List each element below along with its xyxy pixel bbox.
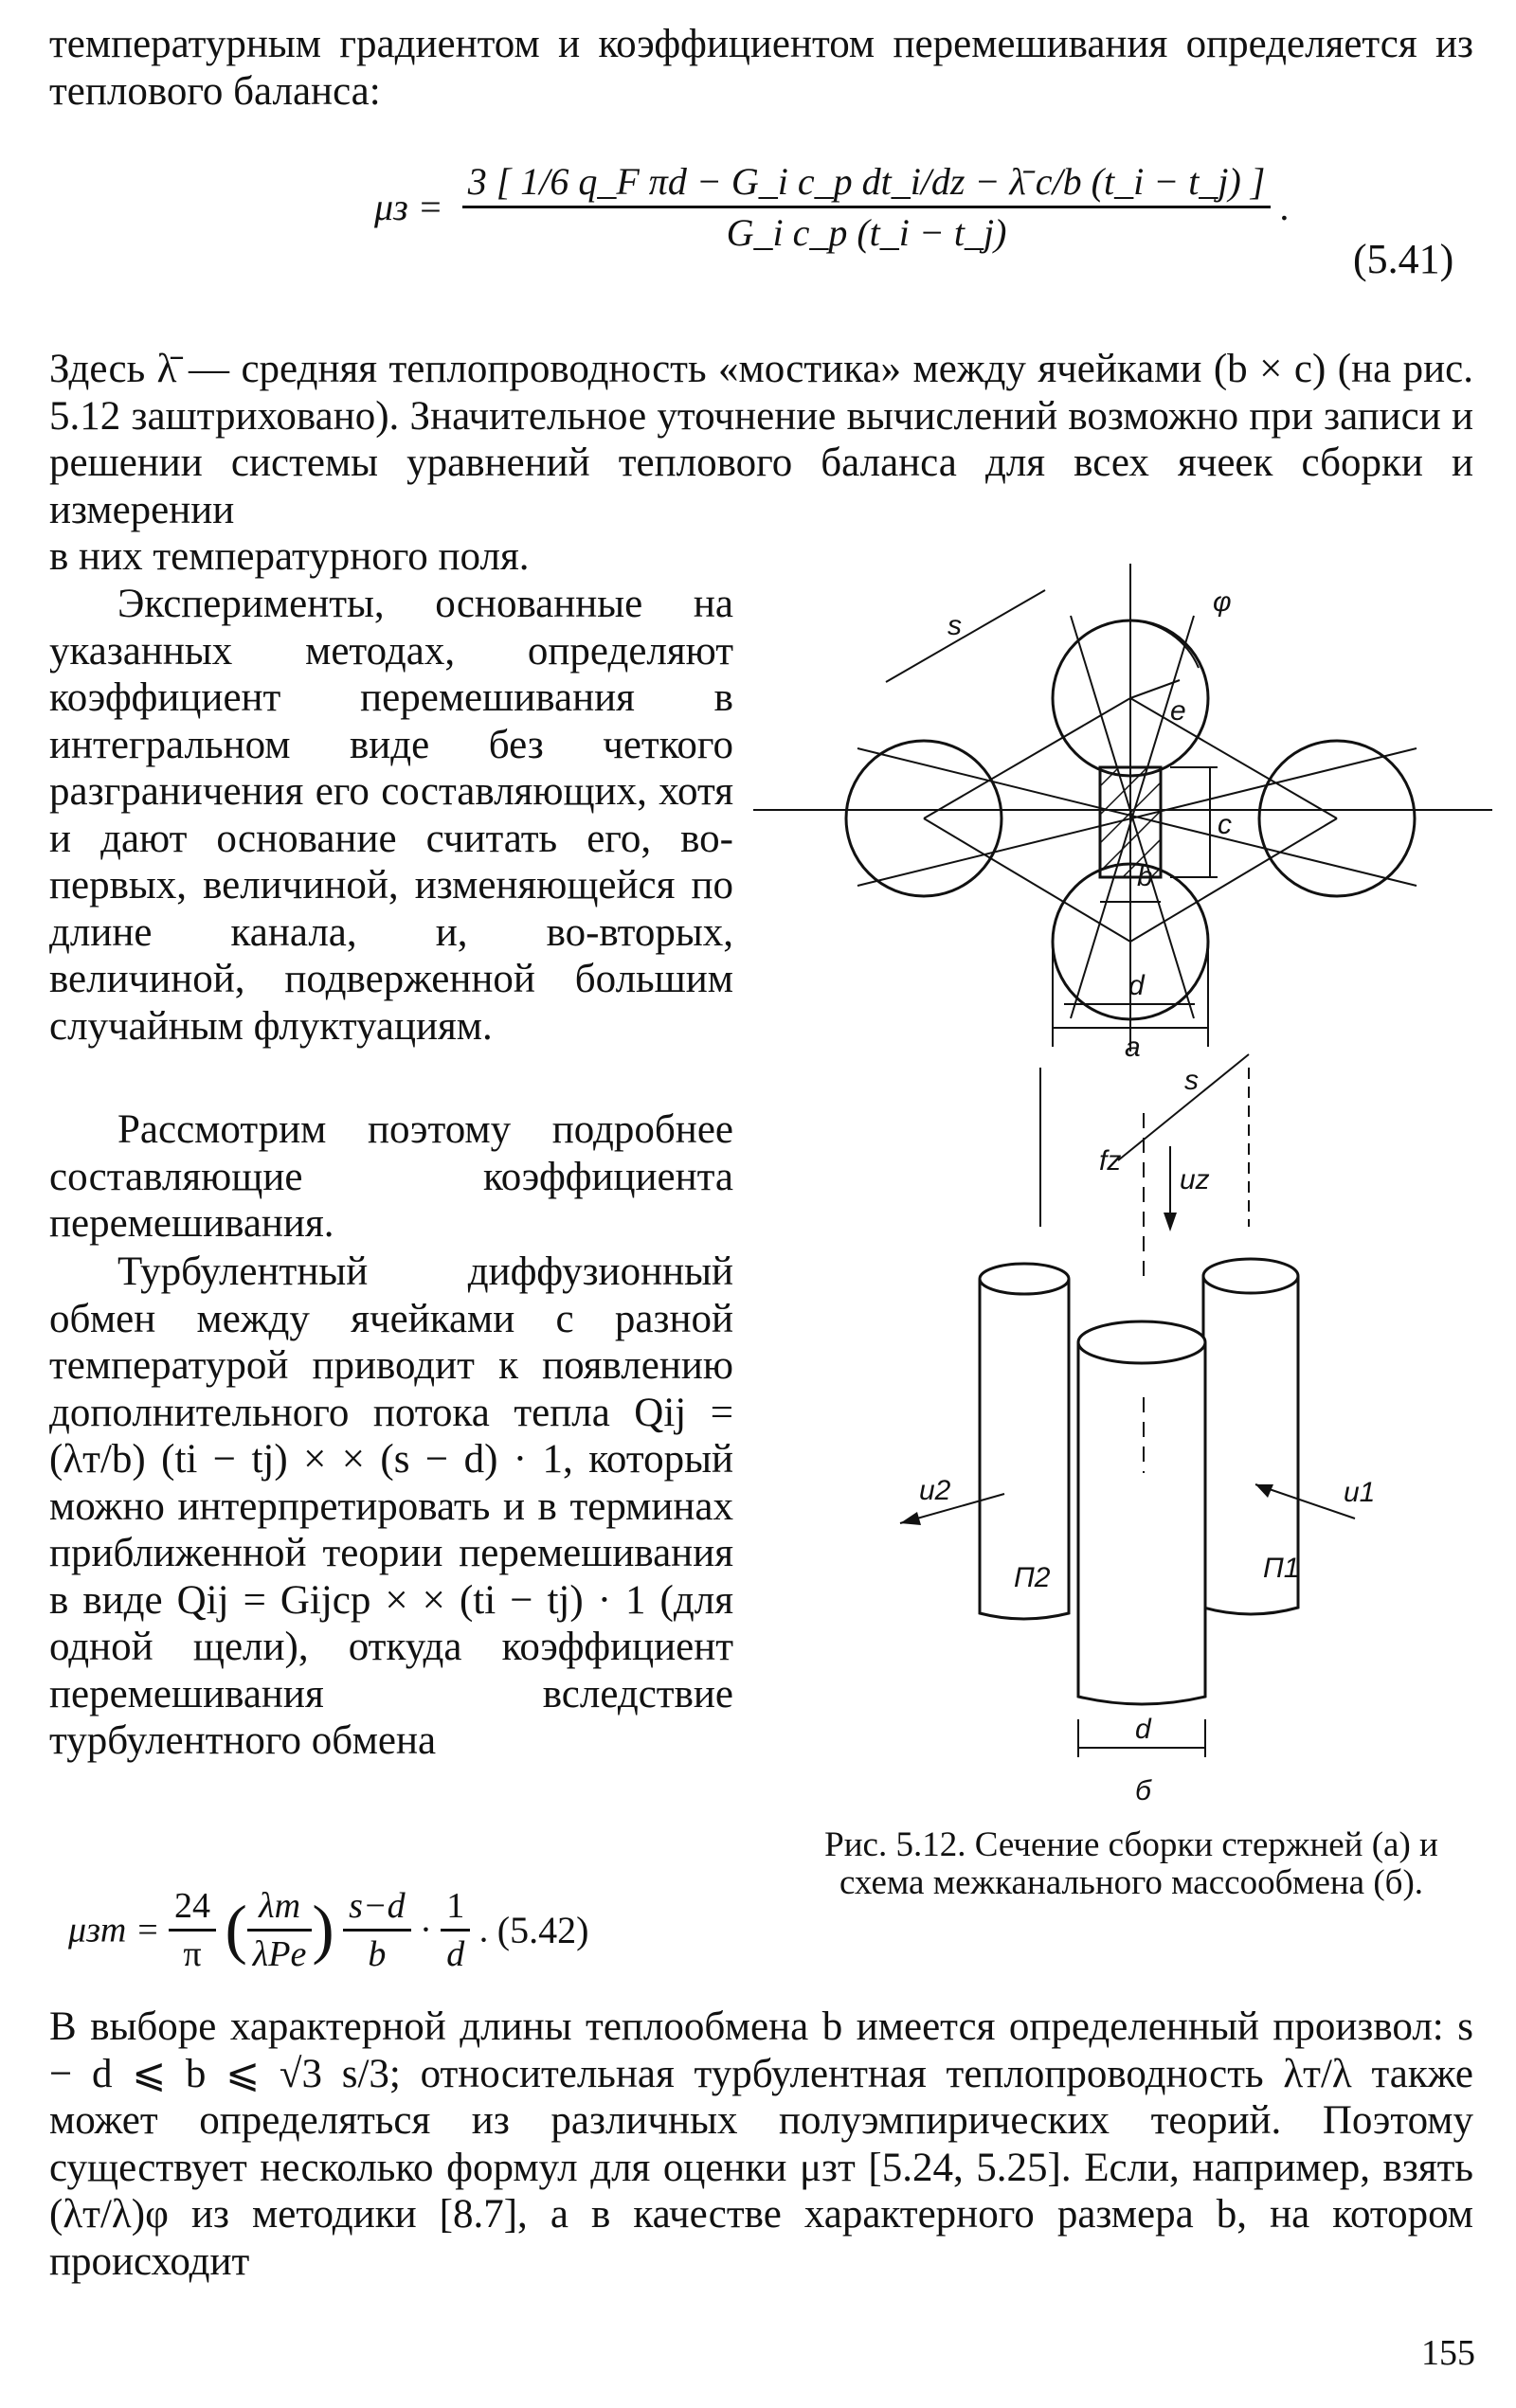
label-b-d: d — [1135, 1714, 1151, 1745]
paragraph-components: Рассмотрим поэтому подробнее составляющие коэффициента перемешивания. — [49, 1107, 733, 1246]
eq542-sd-num: s−d — [343, 1885, 410, 1932]
label-b-uz: uz — [1180, 1164, 1210, 1195]
paragraph-lambda-tail: в них температурного поля. — [49, 534, 530, 579]
intro-paragraph: температурным градиентом и коэффициентом перемешивания определяется из теплового баланса: — [49, 22, 1473, 114]
page-number: 155 — [1421, 2333, 1475, 2373]
eq542-coef — [169, 1885, 216, 1975]
eq542-lhs: μзт = — [68, 1910, 160, 1950]
paragraph-experiments: Эксперименты, основанные на указанных методах, определяют коэффициент перемешивания в интегральном виде без четкого разграничения его составляющих, хотя и дают основание считать его, во-первых, величиной, изменяющейся по длине канала, и, во-вторых, величиной, подверженной большим случайным флуктуациям. — [49, 582, 733, 1049]
figure-caption: Рис. 5.12. Сечение сборки стержней (а) и схема межканального массообмена (б). — [824, 1825, 1438, 1902]
eq542-inv-d — [441, 1885, 470, 1975]
equation-5-41: μз = $\frac{\text{3 [ 1/6 q\_F πd − G\_i c\_p dt\_i/dz − λ̄ c/b (t\_i − t\_j) ]}}{\text{G\_i c\_p (t\_i − t\_j)}}$ . — [374, 160, 1290, 254]
label-b-b: б — [1135, 1775, 1151, 1806]
eq541-lhs: μз = — [374, 186, 443, 228]
paragraph-turbulent-exchange: Турбулентный диффузионный обмен между ячейками с разной температурой приводит к появлению дополнительного потока тепла Qij = (λт/b) (ti − tj) × × (s − d) · 1, который можно интерпретировать и в терминах приближенной теории перемешивания в виде Qij = Gijcp × × (ti − tj) · 1 (для одной щели), откуда коэффициент перемешивания вследствие турбулентного обмена — [49, 1249, 733, 1763]
eq542-lambda-den: λPe — [252, 1934, 307, 1974]
paragraph-lambda-description: Здесь λ̄ — средняя теплопроводность «мостика» между ячейками (b × c) (на рис. 5.12 заштриховано). Значительное уточнение вычислений возможно при записи и решении системы уравнений теплового баланса для всех ячеек сборки и измерении — [49, 347, 1473, 532]
eq542-lambda-num: λт — [247, 1885, 313, 1932]
label-b-p2: П2 — [1014, 1562, 1051, 1593]
eq542-one: 1 — [441, 1885, 470, 1932]
figure-b-mass-exchange — [881, 1056, 1412, 1805]
eq541-fraction — [462, 159, 1272, 255]
eq542-sd-den: b — [368, 1934, 387, 1974]
paragraph-characteristic-length: В выборе характерной длины теплообмена b имеется определенный произвол: s − d ⩽ b ⩽ √3 s/3; относительная турбулентная теплопроводность λт/λ также может определяться из различных полуэмпирических теорий. Поэтому существует несколько формул для оценки μзт [5.24, 5.25]. Если, например, взять (λт/λ)φ из методики [8.7], а в качестве характерного размера b, на котором происходит — [49, 2004, 1473, 2284]
eq542-d: d — [446, 1934, 465, 1974]
eq542-sd — [343, 1885, 410, 1975]
label-a-d: d — [1128, 970, 1145, 1001]
label-b-fz: fz — [1099, 1145, 1122, 1177]
label-b-u2: u2 — [919, 1475, 951, 1506]
eq542-lambda — [247, 1885, 313, 1975]
eq541-number: (5.41) — [1353, 236, 1454, 282]
label-a-c: c — [1218, 809, 1232, 840]
rod-front-cylinder — [1078, 1342, 1205, 1704]
figure-a-rod-cross-section — [772, 559, 1516, 1063]
eq542-coef-num: 24 — [169, 1885, 216, 1932]
label-a-s: s — [948, 610, 962, 641]
eq541-denominator: G_i c_p (t_i − t_j) — [726, 211, 1007, 254]
eq542-coef-den: π — [183, 1934, 202, 1974]
equation-5-42: μзт = $\frac{24}{\pi}$ ( $\frac{\lambda т}{\text{λPe}}$ ) $\frac{s-d}{b}$ · $\frac{1}{d}$ . (5.42) — [68, 1886, 589, 1974]
label-a-a: a — [1125, 1032, 1141, 1063]
label-b-p1: П1 — [1263, 1553, 1300, 1584]
label-b-u1: u1 — [1344, 1477, 1376, 1508]
label-b-s: s — [1184, 1065, 1199, 1096]
label-a-e: e — [1170, 695, 1186, 727]
label-a-b: b — [1137, 861, 1153, 892]
label-a-phi: φ — [1213, 586, 1232, 618]
eq542-number: (5.42) — [496, 1909, 589, 1951]
eq541-numerator: 3 [ 1/6 q_F πd − G_i c_p dt_i/dz − λ̄ c/b (t_i − t_j) ] — [462, 159, 1272, 208]
